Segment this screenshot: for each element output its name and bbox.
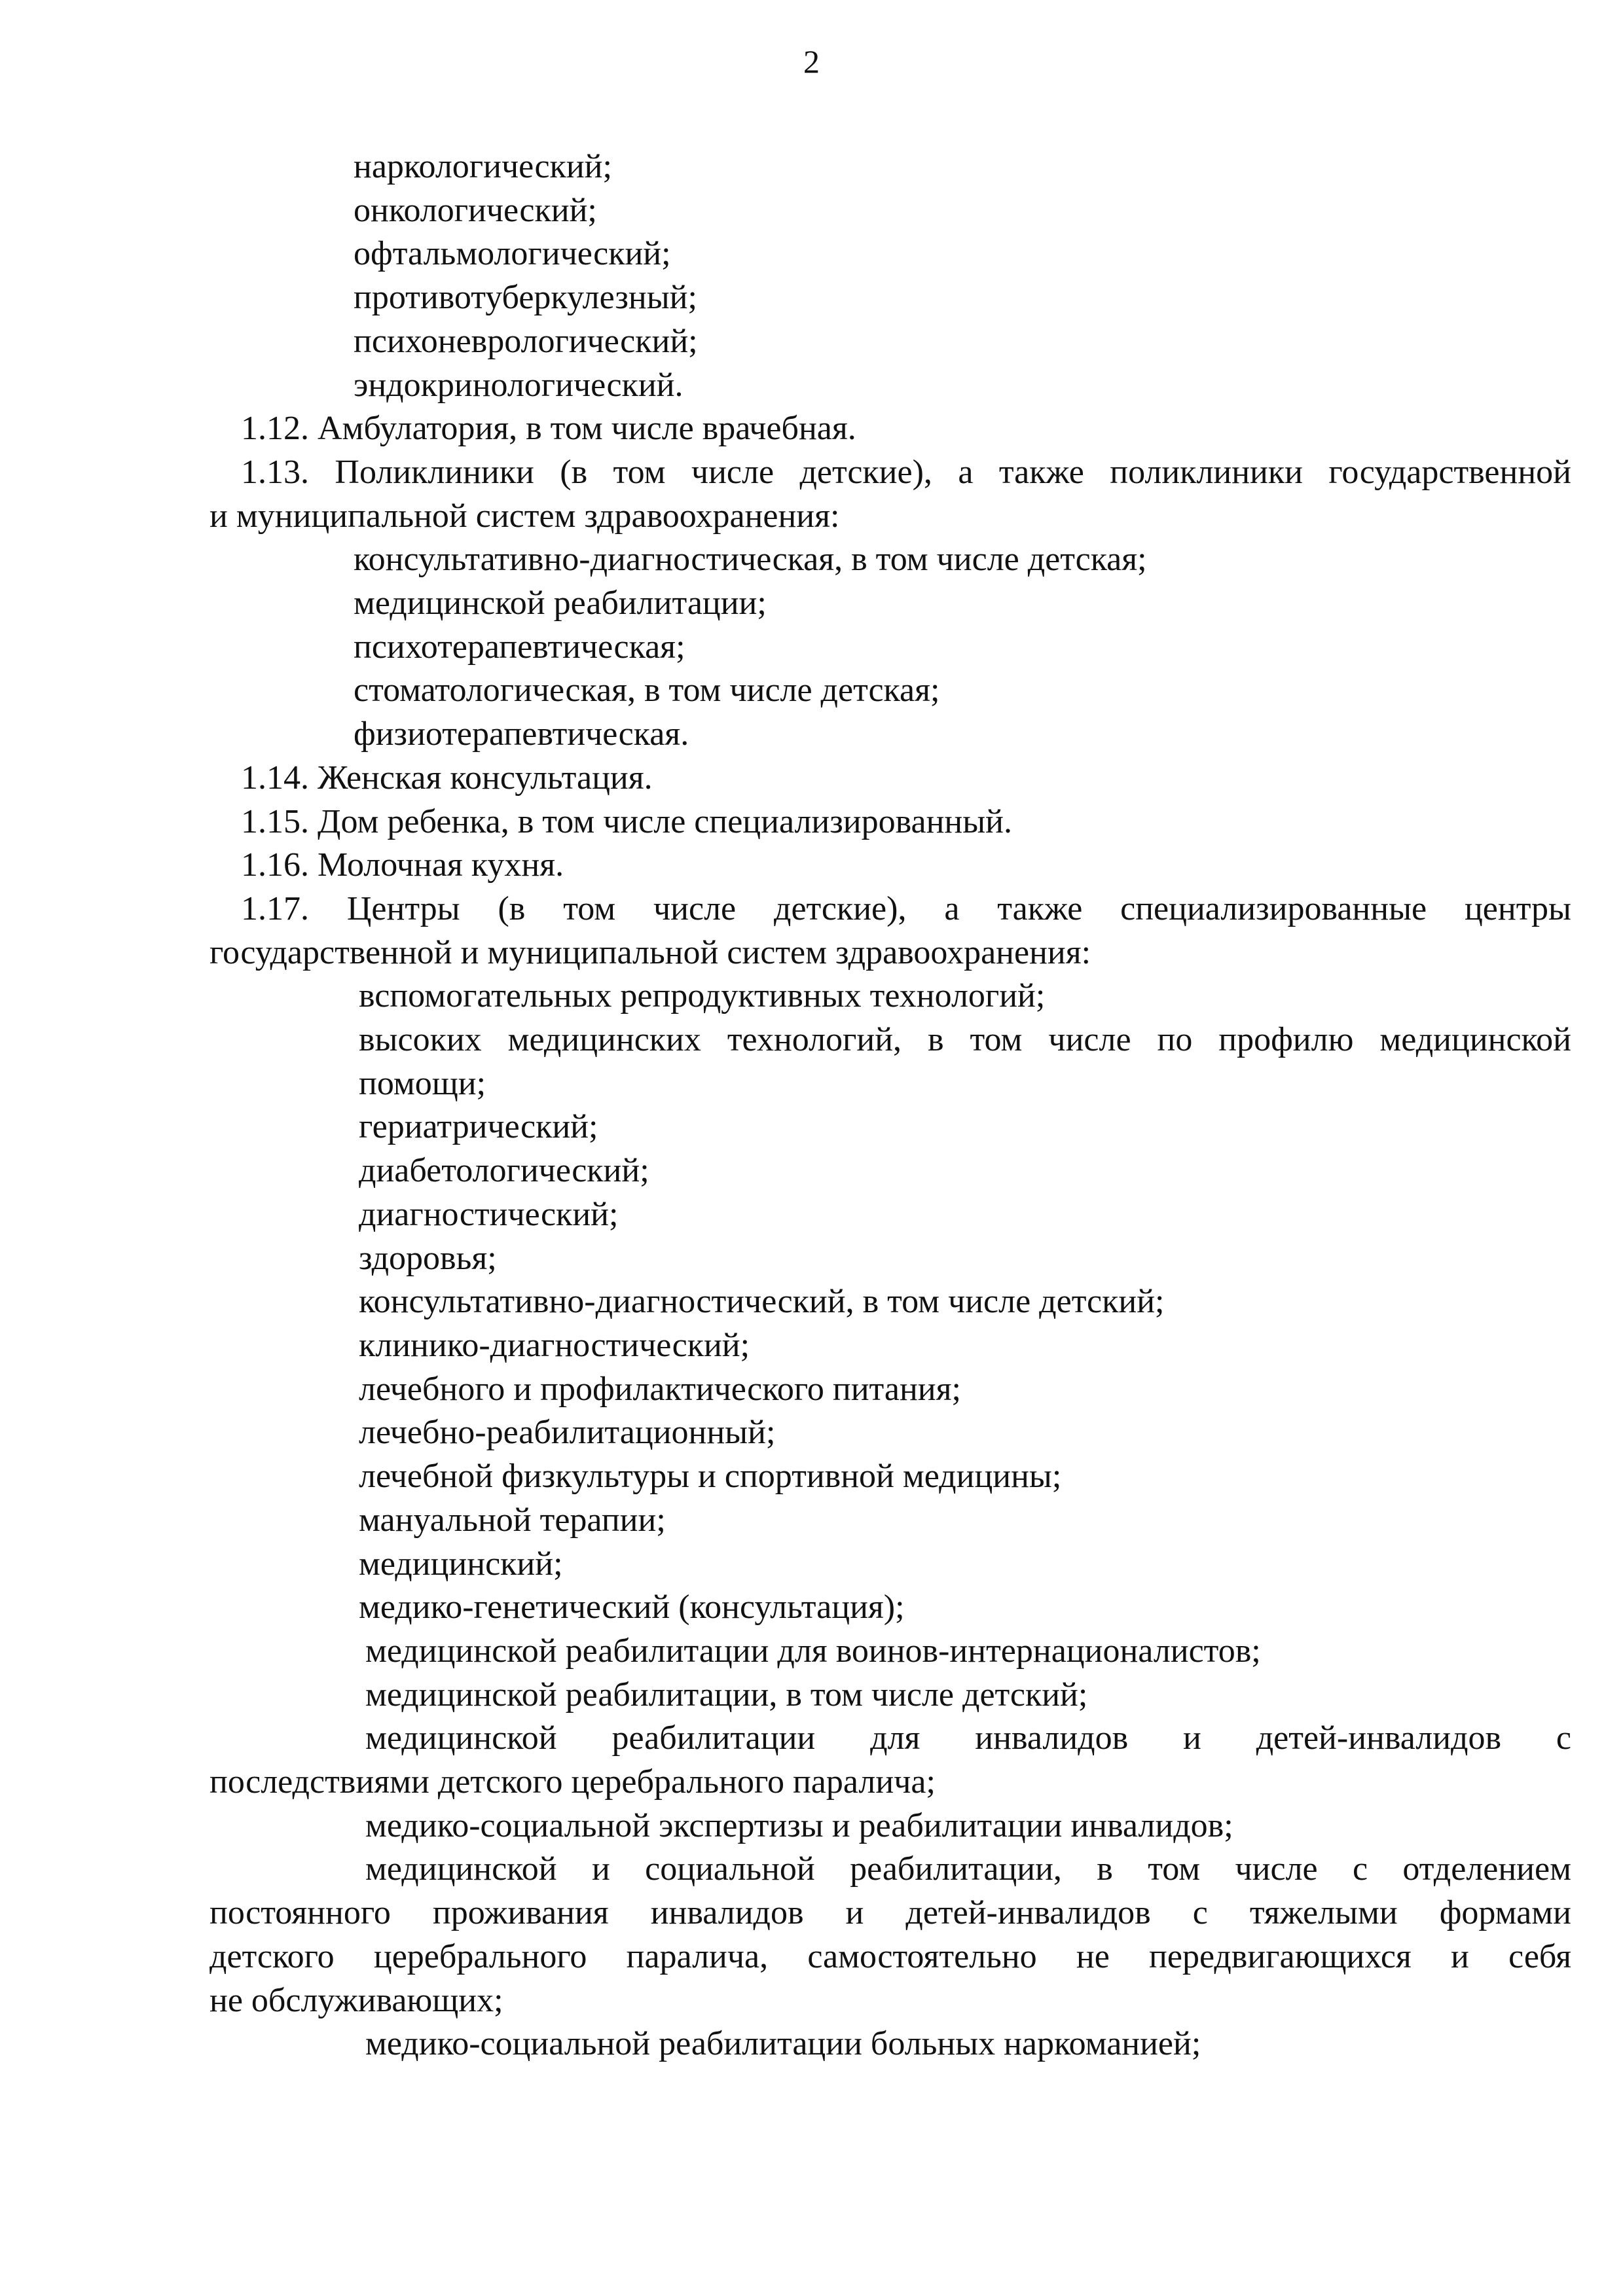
- list-item: консультативно-диагностический, в том числе детский;: [359, 1283, 1165, 1321]
- section-item-1-15: 1.15. Дом ребенка, в том числе специализированный.: [241, 802, 1012, 840]
- list-item: мануальной терапии;: [359, 1501, 666, 1539]
- paragraph-continuation: государственной и муниципальной систем здравоохранения:: [210, 933, 1091, 971]
- list-item: медицинской реабилитации для воинов-интернационалистов;: [365, 1632, 1261, 1670]
- list-item: диабетологический;: [359, 1152, 649, 1190]
- list-item: офтальмологический;: [354, 235, 671, 273]
- list-item: медицинской реабилитации, в том числе детский;: [365, 1676, 1088, 1713]
- section-item-1-13: 1.13. Поликлиники (в том числе детские), а также поликлиники государственной: [241, 453, 1571, 491]
- list-item: медицинской и социальной реабилитации, в том числе с отделением: [365, 1850, 1571, 1888]
- list-item: медико-генетический (консультация);: [359, 1588, 905, 1626]
- page-number: 2: [803, 43, 820, 80]
- list-item: гериатрический;: [359, 1108, 598, 1146]
- list-item: лечебного и профилактического питания;: [359, 1370, 962, 1408]
- paragraph-continuation: не обслуживающих;: [210, 1981, 503, 2019]
- list-item: консультативно-диагностическая, в том числе детская;: [354, 541, 1147, 579]
- list-item: эндокринологический.: [354, 366, 684, 404]
- list-item: клинико-диагностический;: [359, 1326, 750, 1364]
- list-item: медицинской реабилитации;: [354, 584, 767, 622]
- list-item: стоматологическая, в том числе детская;: [354, 672, 940, 709]
- list-item: психотерапевтическая;: [354, 628, 685, 666]
- list-item: противотуберкулезный;: [354, 279, 697, 317]
- list-item: онкологический;: [354, 191, 597, 229]
- list-item: вспомогательных репродуктивных технологий;: [359, 977, 1046, 1015]
- list-item: медицинский;: [359, 1545, 563, 1583]
- list-item: здоровья;: [359, 1239, 497, 1277]
- paragraph-continuation: постоянного проживания инвалидов и детей-инвалидов с тяжелыми формами: [210, 1894, 1571, 1932]
- paragraph-continuation: детского церебрального паралича, самостоятельно не передвигающихся и себя: [210, 1937, 1571, 1975]
- section-item-1-12: 1.12. Амбулатория, в том числе врачебная.: [241, 410, 856, 448]
- list-item: помощи;: [359, 1064, 486, 1102]
- list-item: медико-социальной экспертизы и реабилитации инвалидов;: [365, 1806, 1233, 1844]
- section-item-1-17: 1.17. Центры (в том числе детские), а также специализированные центры: [241, 889, 1571, 927]
- section-item-1-14: 1.14. Женская консультация.: [241, 759, 653, 797]
- list-item: лечебной физкультуры и спортивной медицины;: [359, 1458, 1062, 1496]
- document-body: [210, 145, 1571, 2066]
- section-item-1-16: 1.16. Молочная кухня.: [241, 846, 564, 884]
- list-item: лечебно-реабилитационный;: [359, 1414, 776, 1452]
- list-item: высоких медицинских технологий, в том числе по профилю медицинской: [359, 1021, 1571, 1059]
- list-item: диагностический;: [359, 1195, 619, 1233]
- list-item: наркологический;: [354, 148, 612, 185]
- paragraph-continuation: последствиями детского церебрального паралича;: [210, 1763, 936, 1801]
- paragraph-continuation: и муниципальной систем здравоохранения:: [210, 497, 840, 535]
- list-item: медицинской реабилитации для инвалидов и детей-инвалидов с: [365, 1719, 1571, 1757]
- list-item: медико-социальной реабилитации больных наркоманией;: [365, 2025, 1201, 2063]
- list-item: физиотерапевтическая.: [354, 715, 689, 753]
- list-item: психоневрологический;: [354, 322, 698, 360]
